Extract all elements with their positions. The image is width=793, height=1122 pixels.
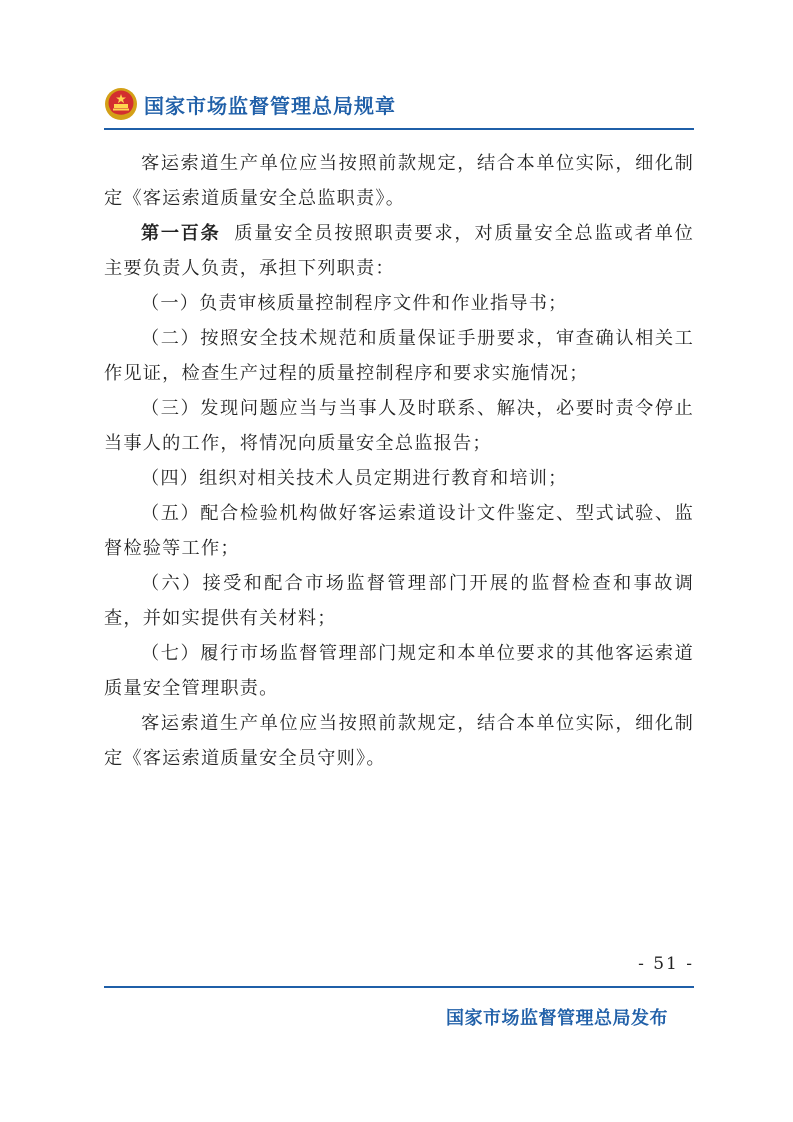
article-heading: 第一百条: [141, 223, 221, 244]
page-header: [104, 84, 396, 124]
list-item: （五）配合检验机构做好客运索道设计文件鉴定、型式试验、监督检验等工作；: [104, 503, 694, 559]
page-number: - 51 -: [638, 954, 694, 974]
national-emblem-icon: [104, 87, 138, 121]
list-item: （六）接受和配合市场监督管理部门开展的监督检查和事故调查，并如实提供有关材料；: [104, 573, 694, 629]
header-title: 国家市场监督管理总局规章: [144, 93, 396, 118]
list-item: （七）履行市场监督管理部门规定和本单位要求的其他客运索道质量安全管理职责。: [104, 643, 694, 699]
article-100: 第一百条 质量安全员按照职责要求，对质量安全总监或者单位主要负责人负责，承担下列职责：: [104, 223, 694, 279]
header-rule: [104, 128, 694, 130]
paragraph: 客运索道生产单位应当按照前款规定，结合本单位实际，细化制定《客运索道质量安全员守则》。: [104, 713, 694, 769]
footer-publisher: 国家市场监督管理总局发布: [446, 1008, 668, 1029]
paragraph: 客运索道生产单位应当按照前款规定，结合本单位实际，细化制定《客运索道质量安全总监职责》。: [104, 153, 694, 209]
list-item: （三）发现问题应当与当事人及时联系、解决，必要时责令停止当事人的工作，将情况向质量安全总监报告；: [104, 398, 694, 454]
document-body: [104, 146, 694, 776]
list-item: （一）负责审核质量控制程序文件和作业指导书；: [141, 293, 568, 314]
list-item: （四）组织对相关技术人员定期进行教育和培训；: [141, 468, 568, 489]
list-item: （二）按照安全技术规范和质量保证手册要求，审查确认相关工作见证，检查生产过程的质量控制程序和要求实施情况；: [104, 328, 694, 384]
footer-rule: [104, 986, 694, 988]
